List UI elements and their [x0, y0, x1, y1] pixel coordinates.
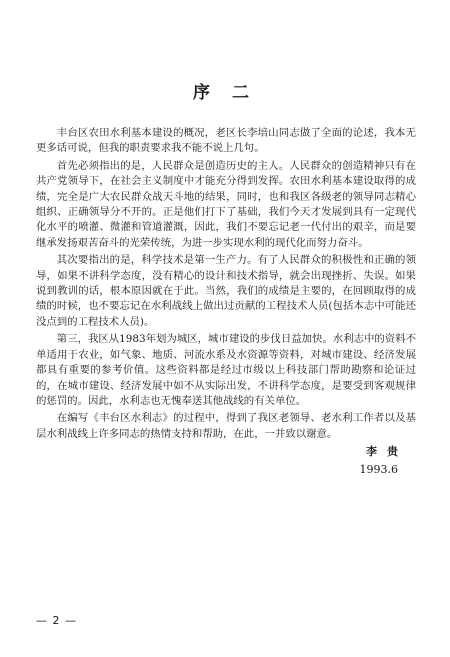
page-number: — 2 —	[36, 614, 77, 627]
signature-name: 李贵	[366, 445, 408, 458]
body-text	[36, 126, 416, 444]
signature-date: 1993.6	[359, 463, 398, 476]
paragraph: 其次要指出的是，科学技术是第一生产力。有了人民群众的积极性和正确的领导，如果不讲科学态度，没有精心的设计和技术指导，就会出现挫折、失误。如果说到教训的话，根本原因就在于此。当然，我们的成绩是主要的，在回顾取得的成绩的时候，也不要忘记在水利战线上做出过贡献的工程技术人员(包括本志中可能还没点到的工程技术人员)。	[36, 254, 416, 328]
paragraph: 首先必须指出的是，人民群众是创造历史的主人。人民群众的创造精神只有在共产党领导下，在社会主义制度中才能充分得到发挥。农田水利基本建设取得的成绩，完全是广大农民群众战天斗地的结果，同时，也和我区各级老的领导同志精心组织、正确领导分不开的。正是他们打下了基础，我们今天才发展到具有一定现代化水平的喷灌、微灌和管道灌溉，因此，我们不要忘记老一代付出的艰辛，而是要继承发扬艰苦奋斗的光荣传统，为进一步实现水利的现代化而努力奋斗。	[36, 159, 416, 249]
paragraph: 丰台区农田水利基本建设的概况，老区长李培山同志做了全面的论述，我本无更多话可说，但我的职责要求我不能不说上几句。	[36, 127, 416, 155]
signature-block	[359, 443, 408, 479]
paragraph: 第三，我区从1983年划为城区，城市建设的步伐日益加快。水利志中的资料不单适用于农业，如气象、地质、河流水系及水资源等资料，对城市建设、经济发展都具有重要的参考价值。这些资料都是经过市级以上科技部门帮助勘察和论证过的，在城市建设、经济发展中如不从实际出发，不讲科学态度，是要受到客观规律的惩罚的。因此，水利志也无愧奉送其他战线的有关单位。	[36, 333, 416, 407]
page-title: 序 二	[193, 83, 257, 103]
paragraph: 在编写《丰台区水利志》的过程中，得到了我区老领导、老水利工作者以及基层水利战线上许多同志的热情支持和帮助，在此，一并致以谢意。	[36, 412, 416, 440]
